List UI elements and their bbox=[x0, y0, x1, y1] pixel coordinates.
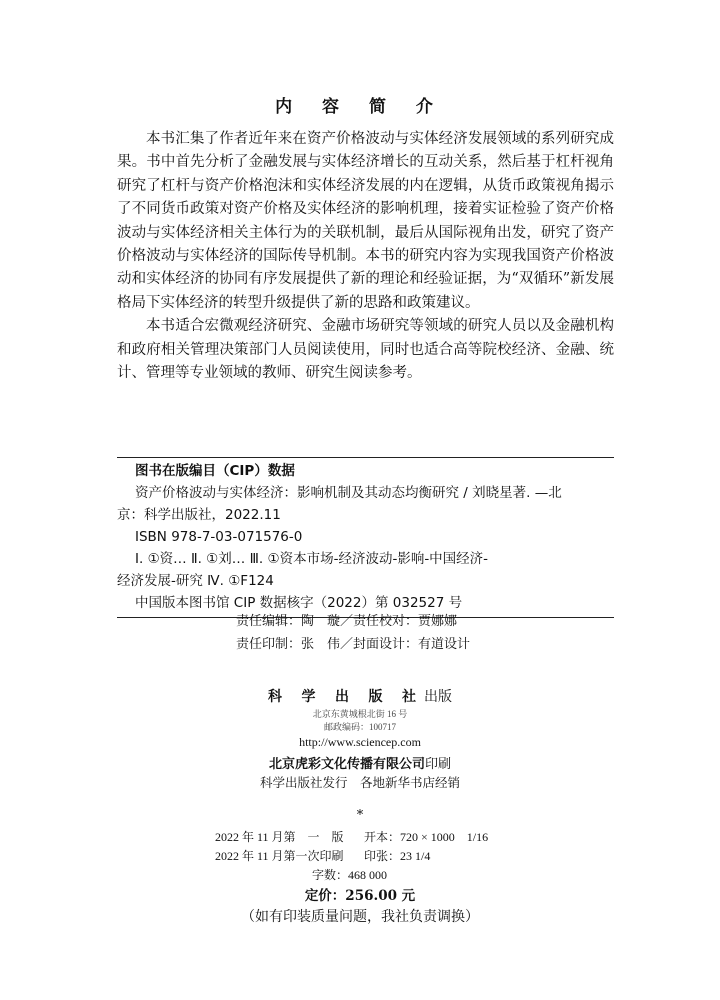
word-count: 字数：468 000 bbox=[312, 868, 388, 882]
intro-paragraph-1: 本书汇集了作者近年来在资产价格波动与实体经济发展领域的系列研究成果。书中首先分析了金融发展与实体经济增长的互动关系，然后基于杠杆视角研究了杠杆与资产价格泡沫和实体经济发展的内在逻辑，从货币政策视角揭示了不同货币政策对资产价格及实体经济的影响机理，接着实证检验了资产价格波动与实体经济相关主体行为的关联机制，最后从国际视角出发，研究了资产价格波动与实体经济的国际传导机制。本书的研究内容为实现我国资产价格波动和实体经济的协同有序发展提供了新的理论和经验证据，为“双循环”新发展格局下实体经济的转型升级提供了新的思路和政策建议。 bbox=[117, 131, 614, 311]
printer-line bbox=[0, 754, 720, 774]
cip-classification: Ⅰ. ①资… Ⅱ. ①刘… Ⅲ. ①资本市场-经济波动-影响-中国经济- bbox=[135, 551, 489, 567]
printer-name: 北京虎彩文化传播有限公司 bbox=[268, 756, 425, 771]
publisher-info bbox=[0, 688, 720, 792]
publisher-address: 北京东黄城根北街 16 号 bbox=[312, 709, 408, 719]
publisher-suffix: 出版 bbox=[424, 690, 452, 705]
editor-credits: 责任编辑：陶 璇／责任校对：贾娜娜 bbox=[236, 614, 458, 629]
publisher-name: 科 学 出 版 社 bbox=[268, 690, 424, 705]
cip-heading: 图书在版编目（CIP）数据 bbox=[135, 463, 295, 479]
book-specs bbox=[0, 828, 720, 885]
format-info: 开本：720 × 1000 1/16 bbox=[364, 830, 489, 844]
cip-classification-cont: 经济发展-研究 Ⅳ. ①F124 bbox=[117, 573, 274, 589]
printing-info: 2022 年 11 月第一次印刷 bbox=[215, 849, 344, 863]
page-title: 内 容 简 介 bbox=[275, 97, 445, 117]
intro-paragraph-2: 本书适合宏微观经济研究、金融市场研究等领域的研究人员以及金融机构和政府相关管理决策部门人员阅读使用，同时也适合高等院校经济、金融、统计、管理等专业领域的教师、研究生阅读参考。 bbox=[117, 318, 614, 382]
cip-data-block bbox=[117, 457, 614, 618]
cip-title-line-cont: 京：科学出版社，2022.11 bbox=[117, 507, 281, 523]
sheets-info: 印张：23 1/4 bbox=[364, 849, 431, 863]
introduction bbox=[117, 128, 614, 385]
distribution-line: 科学出版社发行 各地新华书店经销 bbox=[259, 776, 460, 790]
quality-note: （如有印装质量问题，我社负责调换） bbox=[241, 909, 479, 925]
separator-star: * bbox=[356, 808, 364, 823]
price: 定价：256.00 元 bbox=[304, 888, 416, 904]
cip-isbn: ISBN 978-7-03-071576-0 bbox=[135, 529, 303, 545]
cip-record-number: 中国版本图书馆 CIP 数据核字（2022）第 032527 号 bbox=[135, 595, 463, 611]
cip-title-line: 资产价格波动与实体经济：影响机制及其动态均衡研究 / 刘晓星著. —北 bbox=[135, 485, 562, 501]
staff-credits bbox=[0, 610, 720, 656]
publisher-postcode: 邮政编码：100717 bbox=[323, 722, 396, 732]
printer-suffix: 印刷 bbox=[425, 756, 452, 771]
publisher-url: http://www.sciencep.com bbox=[299, 735, 421, 749]
print-credits: 责任印制：张 伟／封面设计：有道设计 bbox=[236, 637, 471, 652]
publisher-line bbox=[0, 688, 720, 708]
edition-info: 2022 年 11 月第 一 版 bbox=[215, 830, 344, 844]
